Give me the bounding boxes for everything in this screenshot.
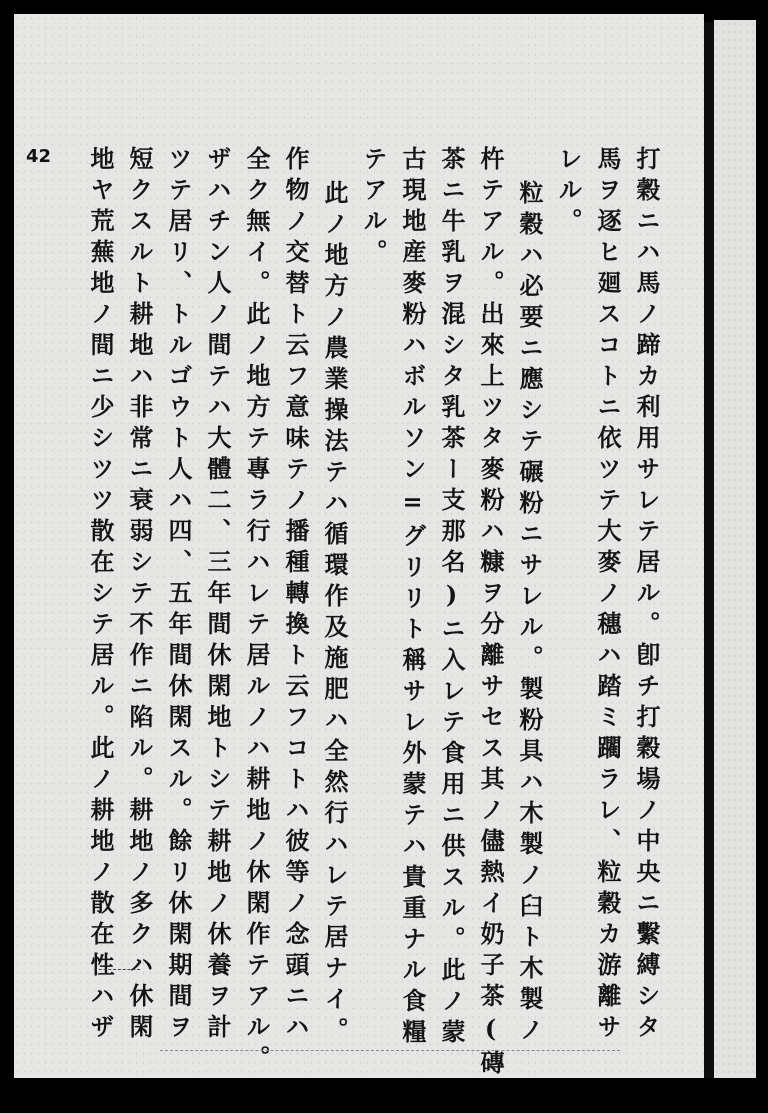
page-number: 42 bbox=[26, 146, 52, 167]
text-column: ザハチン人ノ間テハ大體二、三年間休閑地トシテ耕地ノ休養ヲ計 bbox=[203, 146, 232, 1045]
text-column: 杵テアル。出來上ツタ麥粉ハ糠ヲ分離サセス其ノ儘熱イ奶子茶(磚 bbox=[476, 146, 505, 1081]
scan-mark bbox=[160, 1050, 620, 1051]
facing-page-edge bbox=[714, 20, 756, 1078]
text-column: テアル。 bbox=[359, 146, 388, 270]
scan-mark bbox=[94, 969, 140, 970]
text-column: 短クスルト耕地ハ非常ニ衰弱シテ不作ニ陷ル。耕地ノ多クハ休閑 bbox=[125, 146, 154, 1045]
text-column: 地ヤ荒蕪地ノ間ニ少シツツ散在シテ居ル。此ノ耕地ノ散在性ハザ bbox=[86, 146, 115, 1045]
text-column: 作物ノ交替ト云フ意味テノ播種轉換ト云フコトハ彼等ノ念頭ニハ bbox=[281, 146, 310, 1045]
book-spine bbox=[704, 22, 714, 1078]
text-column: 古現地産麥粉ハボルソン=グリリト稱サレ外蒙テハ貴重ナル食糧 bbox=[398, 146, 427, 1050]
text-column: 打穀ニハ馬ノ蹄カ利用サレテ居ル。卽チ打穀場ノ中央ニ繫縛シタ bbox=[632, 146, 661, 1045]
text-column: 此ノ地方ノ農業操法テハ循環作及施肥ハ全然行ハレテ居ナイ。 bbox=[320, 180, 349, 1048]
text-column: 全ク無イ。此ノ地方テ專ラ行ハレテ居ルノハ耕地ノ休閑作テアル。 bbox=[242, 146, 271, 1076]
text-column: レル。 bbox=[554, 146, 583, 239]
text-column: 粒穀ハ必要ニ應シテ碾粉ニサレル。製粉具ハ木製ノ臼ト木製ノ bbox=[515, 180, 544, 1048]
text-column: 馬ヲ逐ヒ廻スコトニ依ツテ大麥ノ穗ハ踏ミ躙ラレ、粒穀カ游離サ bbox=[593, 146, 622, 1045]
text-column: 茶ニ牛乳ヲ混シタ乳茶ー支那名)ニ入レテ食用ニ供スル。此ノ蒙 bbox=[437, 146, 466, 1050]
text-column: ツテ居リ、トルゴウト人ハ四、五年間休閑スル。餘リ休閑期間ヲ bbox=[164, 146, 193, 1045]
